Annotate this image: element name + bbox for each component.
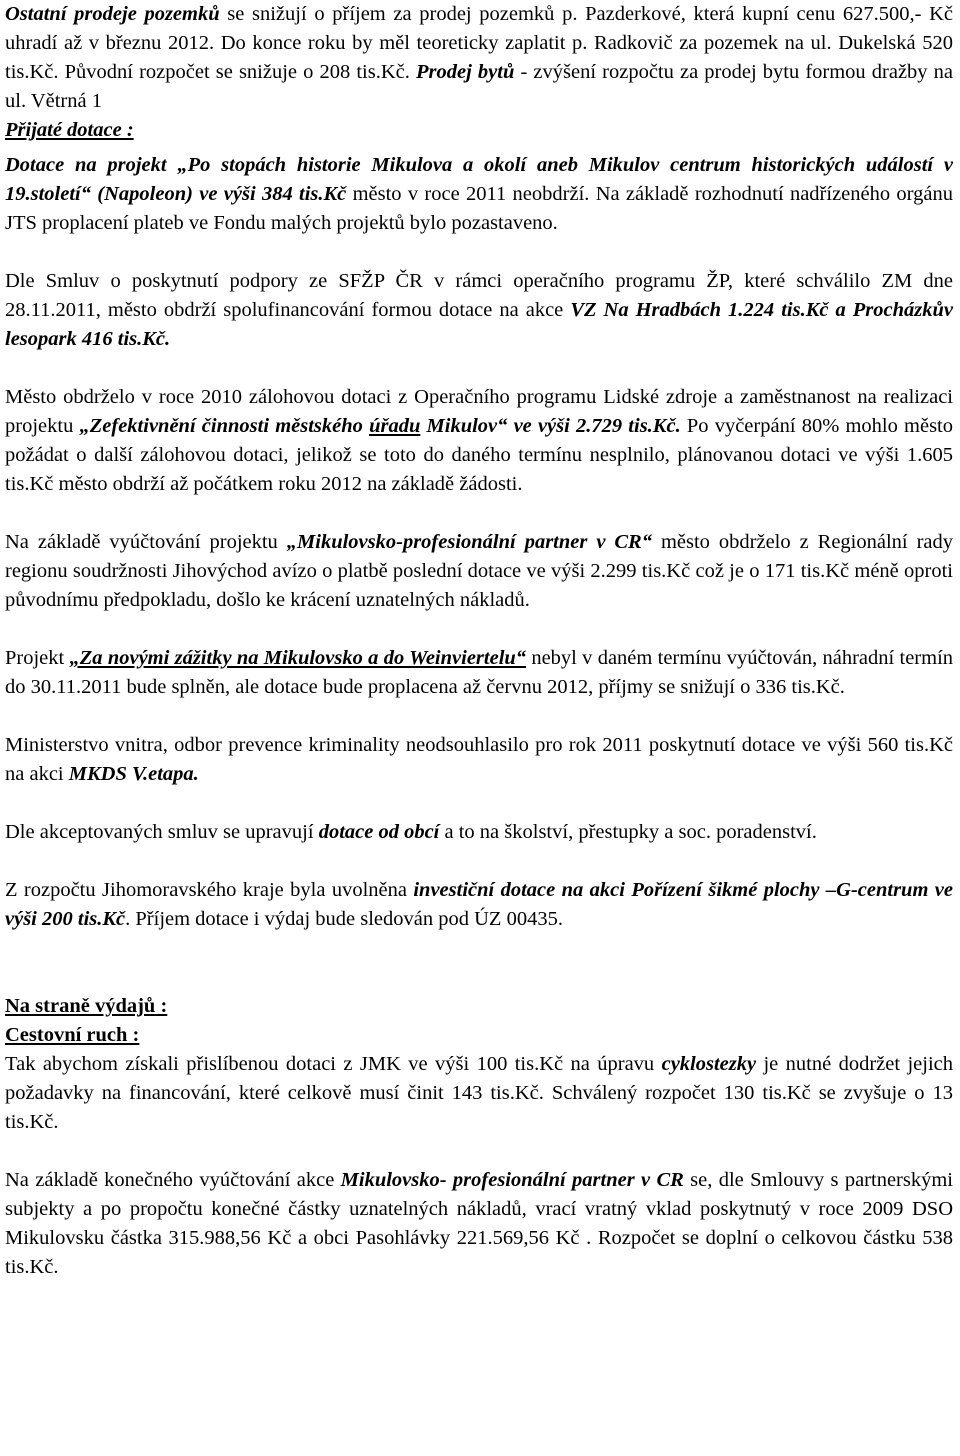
wv-text-intro: Projekt xyxy=(5,647,70,669)
settlement-text-intro: Na základě konečného vyúčtování akce xyxy=(5,1169,341,1191)
pp-project-title: „Mikulovsko-profesionální partner v CR“ xyxy=(286,531,652,553)
paragraph-regional-budget xyxy=(5,876,953,934)
expenses-heading xyxy=(5,992,953,1021)
sfzp-text: Dle Smluv o poskytnutí podpory ze SFŽP ČR v rámci operačního programu ŽP, které schválilo ZM dne 28.11.2011, město obdrží spolufinancování formou dotace na akce xyxy=(5,270,953,321)
settlement-project-title: Mikulovsko- profesionální partner v CR xyxy=(340,1169,684,1191)
settlement-text-rest: se, dle Smlouvy s partnerskými subjekty a po propočtu konečné částky uznatelných nákladů, vrací vratný vklad poskytnutý v roce 2009 DSO Mikulovsku částka 315.988,56 Kč a obci Pasohlávky 221.569,56 Kč . Rozpočet se doplní o celkovou částku 538 tis.Kč. xyxy=(5,1169,953,1278)
hr-project-title: „Zefektivnění činnosti městského xyxy=(79,415,370,437)
pp-text-rest: město obdrželo z Regionální rady regionu soudržnosti Jihovýchod avízo o platbě poslední dotace ve výši 2.299 tis.Kč což je o 171 tis.Kč méně oproti původnímu předpokladu, došlo ke krácení uznatelných nákladů. xyxy=(5,531,953,611)
land-sales-heading: Ostatní prodeje pozemků xyxy=(5,3,220,25)
paragraph-sfzp xyxy=(5,267,953,354)
hr-text-rest: Po vyčerpání 80% mohlo město požádat o další zálohovou dotaci, jelikož se toto do daného termínu nesplnilo, plánovanou dotaci ve výši 1.605 tis.Kč město obdrží až počátkem roku 2012 na základě žádosti. xyxy=(5,415,953,495)
regional-text-rest: . Příjem dotace i výdaj bude sledován pod ÚZ 00435. xyxy=(125,908,563,930)
cycle-text-rest: je nutné dodržet jejich požadavky na financování, které celkově musí činit 143 tis.Kč. Schválený rozpočet 130 tis.Kč se zvyšuje o 13 tis.Kč. xyxy=(5,1053,954,1133)
sfzp-projects: VZ Na Hradbách 1.224 tis.Kč a Procházkův lesopark 416 tis.Kč. xyxy=(5,299,953,350)
paragraph-weinviertel xyxy=(5,644,953,702)
regional-subsidy-title: investiční dotace na akci Pořízení šikmé plochy –G-centrum ve výši 200 tis.Kč xyxy=(5,879,953,930)
received-subsidies-title: Přijaté dotace : xyxy=(5,119,134,141)
paragraph-napoleon-project xyxy=(5,151,953,238)
spacer xyxy=(5,1137,953,1166)
spacer xyxy=(5,238,953,267)
spacer xyxy=(5,354,953,383)
hr-text-intro: Město obdrželo v roce 2010 zálohovou dotaci z Operačního programu Lidské zdroje a zaměstnanost na realizaci projektu xyxy=(5,386,953,437)
spacer xyxy=(5,934,953,992)
municipal-text-intro: Dle akceptovaných smluv se upravují xyxy=(5,821,319,843)
ministry-project: MKDS V.etapa. xyxy=(68,763,199,785)
wv-text-rest: nebyl v daném termínu vyúčtován, náhradní termín do 30.11.2011 bude splněn, ale dotace bude proplacena až červnu 2012, příjmy se snižují o 336 tis.Kč. xyxy=(5,647,954,698)
hr-project-amount: Mikulov“ ve výši 2.729 tis.Kč. xyxy=(420,415,681,437)
napoleon-project-text: město v roce 2011 neobdrží. Na základě rozhodnutí nadřízeného orgánu JTS proplacení plateb ve Fondu malých projektů bylo pozastaveno. xyxy=(5,183,953,234)
tourism-title: Cestovní ruch : xyxy=(5,1024,140,1046)
spacer xyxy=(5,847,953,876)
regional-text-intro: Z rozpočtu Jihomoravského kraje byla uvolněna xyxy=(5,879,414,901)
expenses-title: Na straně výdajů : xyxy=(5,995,168,1017)
spacer xyxy=(5,615,953,644)
hr-project-title-underlined: úřadu xyxy=(369,415,421,437)
tourism-heading xyxy=(5,1021,953,1050)
paragraph-final-settlement xyxy=(5,1166,953,1282)
ministry-text: Ministerstvo vnitra, odbor prevence kriminality neodsouhlasilo pro rok 2011 poskytnutí dotace ve výši 560 tis.Kč na akci xyxy=(5,734,953,785)
spacer xyxy=(5,702,953,731)
cycle-path-term: cyklostezky xyxy=(661,1053,757,1075)
received-subsidies-heading xyxy=(5,116,953,145)
flat-sales-heading: Prodej bytů xyxy=(416,61,515,83)
paragraph-human-resources xyxy=(5,383,953,499)
spacer xyxy=(5,499,953,528)
municipal-subsidies-term: dotace od obcí xyxy=(318,821,440,843)
napoleon-project-title: Dotace na projekt „Po stopách historie Mikulova a okolí aneb Mikulov centrum historických událostí v 19.století“ (Napoleon) ve výši 384 tis.Kč xyxy=(5,154,953,205)
paragraph-municipal-subsidies xyxy=(5,818,953,847)
spacer xyxy=(5,789,953,818)
paragraph-professional-partner xyxy=(5,528,953,615)
wv-project-title: „Za novými zážitky na Mikulovsko a do Weinviertelu“ xyxy=(69,647,527,669)
paragraph-ministry xyxy=(5,731,953,789)
flat-sales-text: - zvýšení rozpočtu za prodej bytu formou dražby na ul. Větrná 1 xyxy=(5,61,954,112)
municipal-text-rest: a to na školství, přestupky a soc. poradenství. xyxy=(439,821,817,843)
cycle-text-intro: Tak abychom získali přislíbenou dotaci z JMK ve výši 100 tis.Kč na úpravu xyxy=(5,1053,662,1075)
pp-text-intro: Na základě vyúčtování projektu xyxy=(5,531,287,553)
paragraph-land-sales xyxy=(5,0,953,116)
paragraph-cycle-path xyxy=(5,1050,953,1137)
land-sales-text: se snižují o příjem za prodej pozemků p. Pazderkové, která kupní cenu 627.500,- Kč uhradí až v březnu 2012. Do konce roku by měl teoreticky zaplatit p. Radkovič za pozemek na ul. Dukelská 520 tis.Kč. Původní rozpočet se snižuje o 208 tis.Kč. xyxy=(5,3,953,83)
